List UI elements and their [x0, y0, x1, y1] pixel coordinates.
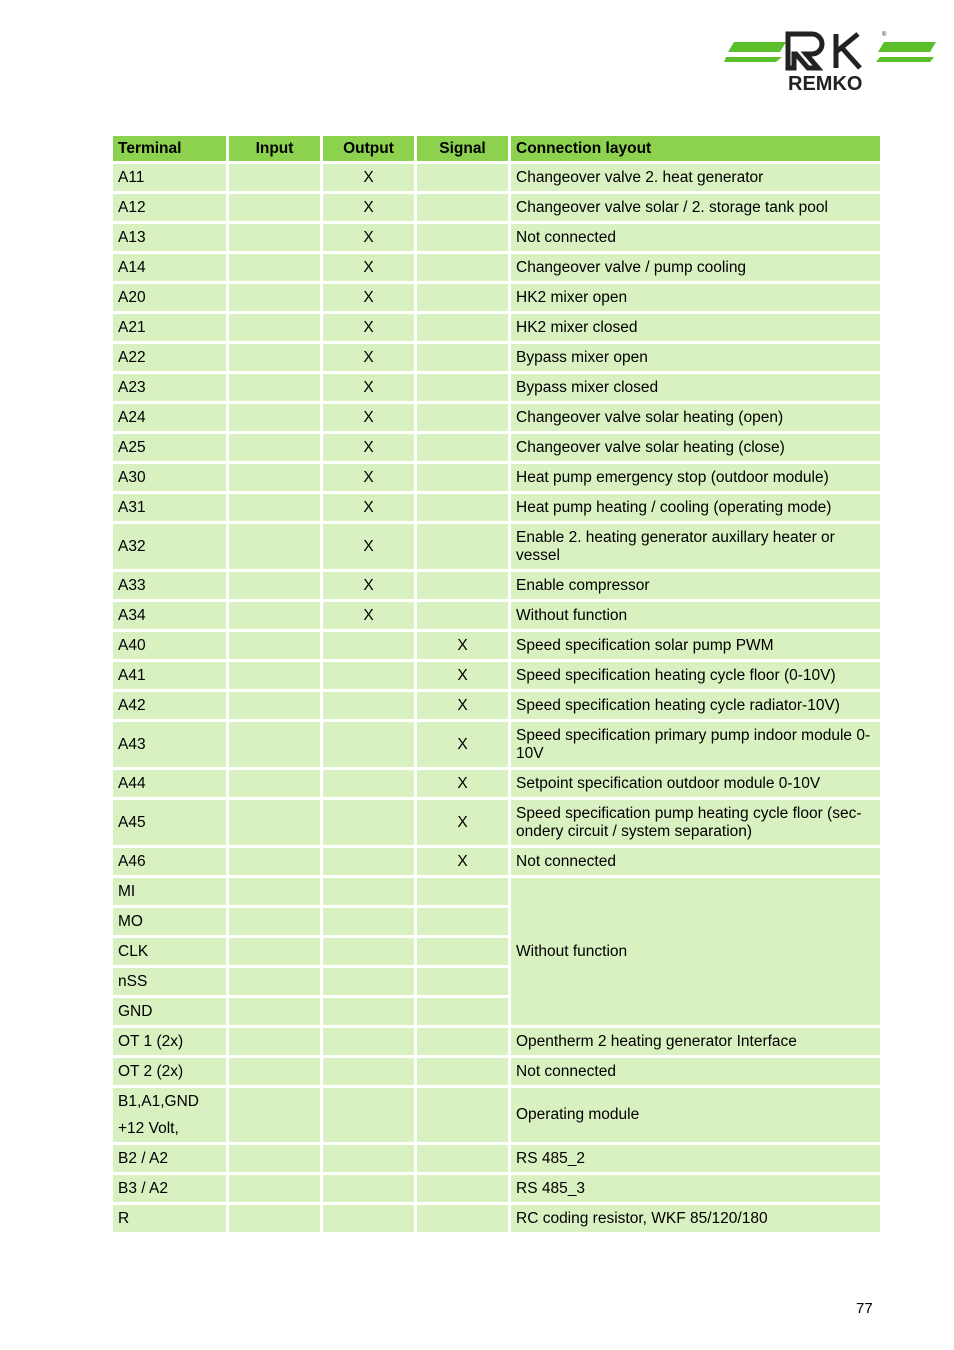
output-cell: [323, 998, 414, 1025]
signal-cell: [417, 224, 508, 251]
table-row: [113, 164, 880, 191]
connection-layout-cell: Speed specification primary pump indoor module 0-10V: [511, 722, 880, 767]
signal-cell: [417, 434, 508, 461]
connection-layout-cell: Heat pump emergency stop (outdoor module): [511, 464, 880, 491]
connection-layout-cell: Speed specification pump heating cycle floor (sec-ondery circuit / system separation): [511, 800, 880, 845]
svg-text:®: ®: [882, 32, 887, 38]
signal-cell: [417, 572, 508, 599]
input-cell: [229, 572, 320, 599]
output-cell: [323, 908, 414, 935]
input-cell: [229, 1205, 320, 1232]
terminal-cell: CLK: [113, 938, 226, 965]
input-cell: [229, 632, 320, 659]
terminal-cell: A33: [113, 572, 226, 599]
output-cell: [323, 722, 414, 767]
connection-layout-cell: Opentherm 2 heating generator Interface: [511, 1028, 880, 1055]
terminal-cell: A11: [113, 164, 226, 191]
input-cell: [229, 344, 320, 371]
terminal-cell: nSS: [113, 968, 226, 995]
table-row: [113, 602, 880, 629]
terminal-cell: A24: [113, 404, 226, 431]
table-row: [113, 1058, 880, 1085]
output-cell: X: [323, 404, 414, 431]
table-row: [113, 1088, 880, 1142]
input-cell: [229, 938, 320, 965]
terminal-cell: A21: [113, 314, 226, 341]
signal-cell: [417, 938, 508, 965]
input-cell: [229, 524, 320, 569]
output-cell: X: [323, 314, 414, 341]
input-cell: [229, 800, 320, 845]
input-cell: [229, 224, 320, 251]
connection-layout-cell: Setpoint specification outdoor module 0-10V: [511, 770, 880, 797]
output-cell: X: [323, 434, 414, 461]
table-row: [113, 1028, 880, 1055]
connection-layout-cell: RS 485_3: [511, 1175, 880, 1202]
connection-layout-cell: RC coding resistor, WKF 85/120/180: [511, 1205, 880, 1232]
table-row: [113, 224, 880, 251]
output-cell: [323, 1028, 414, 1055]
output-cell: X: [323, 494, 414, 521]
table-row: [113, 404, 880, 431]
terminal-cell: GND: [113, 998, 226, 1025]
input-cell: [229, 1145, 320, 1172]
output-cell: X: [323, 164, 414, 191]
table-row: [113, 662, 880, 689]
signal-cell: [417, 164, 508, 191]
connection-layout-cell: Not connected: [511, 848, 880, 875]
table-header-row: [113, 136, 880, 161]
output-cell: [323, 968, 414, 995]
output-cell: [323, 800, 414, 845]
connection-layout-cell: Changeover valve / pump cooling: [511, 254, 880, 281]
table-row: [113, 800, 880, 845]
remko-logo: [724, 28, 938, 94]
signal-cell: [417, 344, 508, 371]
output-cell: X: [323, 194, 414, 221]
terminal-cell: A13: [113, 224, 226, 251]
output-cell: [323, 1145, 414, 1172]
output-cell: X: [323, 224, 414, 251]
connection-layout-cell: Speed specification solar pump PWM: [511, 632, 880, 659]
col-header-connection-layout: Connection layout: [511, 136, 880, 161]
input-cell: [229, 434, 320, 461]
signal-cell: [417, 1058, 508, 1085]
input-cell: [229, 254, 320, 281]
terminal-cell: [113, 1088, 226, 1142]
connection-layout-cell: Operating module: [511, 1088, 880, 1142]
terminal-line: B1,A1,GND: [118, 1093, 199, 1110]
output-cell: [323, 878, 414, 905]
table-row: [113, 848, 880, 875]
signal-cell: X: [417, 770, 508, 797]
connection-layout-cell: Changeover valve solar heating (open): [511, 404, 880, 431]
input-cell: [229, 1028, 320, 1055]
table-row: [113, 284, 880, 311]
terminal-cell: A31: [113, 494, 226, 521]
output-cell: X: [323, 572, 414, 599]
signal-cell: [417, 1145, 508, 1172]
signal-cell: [417, 194, 508, 221]
terminal-cell: A44: [113, 770, 226, 797]
output-cell: [323, 662, 414, 689]
output-cell: X: [323, 464, 414, 491]
table-row: [113, 692, 880, 719]
input-cell: [229, 692, 320, 719]
connection-layout-cell: Without function: [511, 602, 880, 629]
terminal-cell: B3 / A2: [113, 1175, 226, 1202]
output-cell: X: [323, 602, 414, 629]
terminal-table: [110, 133, 883, 1235]
table-row: [113, 524, 880, 569]
terminal-cell: OT 2 (2x): [113, 1058, 226, 1085]
input-cell: [229, 1058, 320, 1085]
input-cell: [229, 968, 320, 995]
input-cell: [229, 284, 320, 311]
input-cell: [229, 494, 320, 521]
connection-layout-cell: Enable 2. heating generator auxillary heater or vessel: [511, 524, 880, 569]
output-cell: [323, 1058, 414, 1085]
input-cell: [229, 194, 320, 221]
col-header-output: Output: [323, 136, 414, 161]
output-cell: [323, 1088, 414, 1142]
signal-cell: [417, 968, 508, 995]
output-cell: X: [323, 344, 414, 371]
signal-cell: X: [417, 662, 508, 689]
connection-layout-cell: Enable compressor: [511, 572, 880, 599]
terminal-cell: MO: [113, 908, 226, 935]
terminal-cell: A42: [113, 692, 226, 719]
svg-text:REMKO: REMKO: [788, 73, 863, 94]
output-cell: X: [323, 524, 414, 569]
table-row: [113, 464, 880, 491]
connection-layout-cell: HK2 mixer open: [511, 284, 880, 311]
output-cell: X: [323, 374, 414, 401]
signal-cell: X: [417, 848, 508, 875]
table-row: [113, 434, 880, 461]
table-row: [113, 314, 880, 341]
terminal-cell: A25: [113, 434, 226, 461]
output-cell: X: [323, 254, 414, 281]
table-row: [113, 1145, 880, 1172]
input-cell: [229, 1175, 320, 1202]
connection-layout-cell: Changeover valve solar heating (close): [511, 434, 880, 461]
signal-cell: X: [417, 632, 508, 659]
output-cell: [323, 1205, 414, 1232]
table-row: [113, 374, 880, 401]
signal-cell: [417, 998, 508, 1025]
input-cell: [229, 662, 320, 689]
terminal-cell: A46: [113, 848, 226, 875]
terminal-cell: MI: [113, 878, 226, 905]
signal-cell: [417, 878, 508, 905]
table-row: [113, 254, 880, 281]
terminal-cell: B2 / A2: [113, 1145, 226, 1172]
table-row: [113, 1175, 880, 1202]
table-row: [113, 722, 880, 767]
output-cell: [323, 692, 414, 719]
terminal-cell: A30: [113, 464, 226, 491]
signal-cell: [417, 404, 508, 431]
terminal-cell: R: [113, 1205, 226, 1232]
output-cell: [323, 1175, 414, 1202]
table-row: [113, 770, 880, 797]
input-cell: [229, 770, 320, 797]
input-cell: [229, 602, 320, 629]
signal-cell: [417, 374, 508, 401]
col-header-signal: Signal: [417, 136, 508, 161]
table-row: [113, 344, 880, 371]
input-cell: [229, 998, 320, 1025]
terminal-cell: A45: [113, 800, 226, 845]
signal-cell: [417, 524, 508, 569]
table-row: [113, 194, 880, 221]
signal-cell: [417, 908, 508, 935]
connection-layout-cell: HK2 mixer closed: [511, 314, 880, 341]
output-cell: [323, 632, 414, 659]
table-row: [113, 572, 880, 599]
col-header-input: Input: [229, 136, 320, 161]
terminal-cell: A20: [113, 284, 226, 311]
input-cell: [229, 908, 320, 935]
signal-cell: [417, 314, 508, 341]
signal-cell: [417, 1175, 508, 1202]
connection-layout-cell: Heat pump heating / cooling (operating mode): [511, 494, 880, 521]
signal-cell: [417, 1028, 508, 1055]
connection-layout-cell: Without function: [511, 878, 880, 1025]
connection-layout-cell: RS 485_2: [511, 1145, 880, 1172]
table-row: [113, 494, 880, 521]
terminal-cell: A41: [113, 662, 226, 689]
input-cell: [229, 722, 320, 767]
signal-cell: X: [417, 722, 508, 767]
output-cell: X: [323, 284, 414, 311]
signal-cell: X: [417, 692, 508, 719]
connection-layout-cell: Changeover valve solar / 2. storage tank pool: [511, 194, 880, 221]
terminal-cell: A32: [113, 524, 226, 569]
connection-layout-cell: Not connected: [511, 1058, 880, 1085]
signal-cell: [417, 1205, 508, 1232]
signal-cell: [417, 254, 508, 281]
terminal-cell: OT 1 (2x): [113, 1028, 226, 1055]
input-cell: [229, 314, 320, 341]
signal-cell: [417, 1088, 508, 1142]
output-cell: [323, 848, 414, 875]
connection-layout-cell: Speed specification heating cycle radiator-10V): [511, 692, 880, 719]
connection-layout-cell: Bypass mixer open: [511, 344, 880, 371]
terminal-cell: A40: [113, 632, 226, 659]
signal-cell: [417, 494, 508, 521]
table-row: [113, 878, 880, 905]
input-cell: [229, 848, 320, 875]
input-cell: [229, 404, 320, 431]
terminal-cell: A14: [113, 254, 226, 281]
page-number: 77: [856, 1300, 873, 1317]
terminal-cell: A23: [113, 374, 226, 401]
input-cell: [229, 1088, 320, 1142]
terminal-cell: A22: [113, 344, 226, 371]
terminal-cell: A12: [113, 194, 226, 221]
connection-layout-cell: Speed specification heating cycle floor (0-10V): [511, 662, 880, 689]
connection-layout-cell: Bypass mixer closed: [511, 374, 880, 401]
terminal-line: +12 Volt,: [118, 1120, 179, 1137]
col-header-terminal: Terminal: [113, 136, 226, 161]
input-cell: [229, 464, 320, 491]
input-cell: [229, 374, 320, 401]
table-row: [113, 1205, 880, 1232]
output-cell: [323, 938, 414, 965]
terminal-cell: A34: [113, 602, 226, 629]
connection-layout-cell: Not connected: [511, 224, 880, 251]
signal-cell: [417, 464, 508, 491]
signal-cell: [417, 602, 508, 629]
connection-layout-cell: Changeover valve 2. heat generator: [511, 164, 880, 191]
output-cell: [323, 770, 414, 797]
signal-cell: X: [417, 800, 508, 845]
table-row: [113, 632, 880, 659]
signal-cell: [417, 284, 508, 311]
input-cell: [229, 164, 320, 191]
terminal-cell: A43: [113, 722, 226, 767]
input-cell: [229, 878, 320, 905]
